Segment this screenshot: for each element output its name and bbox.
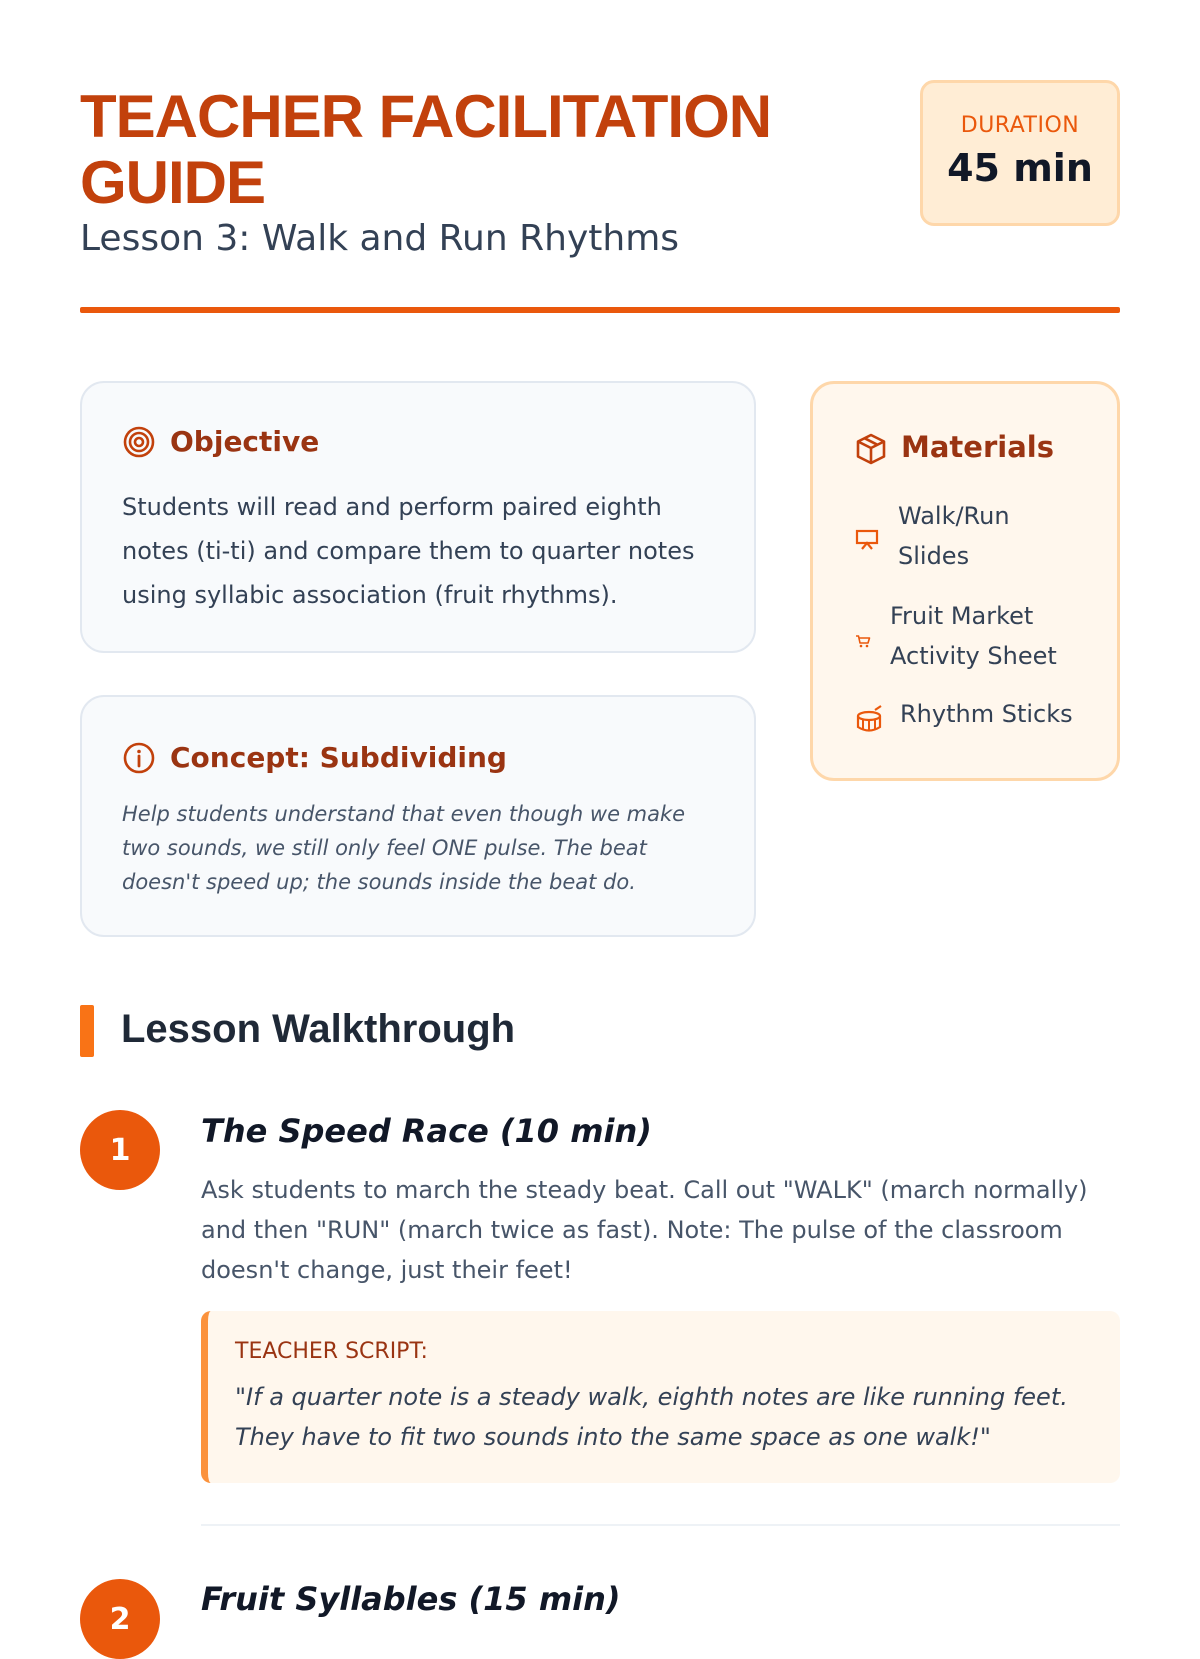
package-icon <box>855 432 887 470</box>
presentation-icon <box>855 529 879 555</box>
step-body: Ask students to march the steady beat. Call out "WALK" (march normally) and then "RUN" (march twice as fast). Note: The pulse of the classroom doesn't change, just their feet! <box>201 1176 1088 1284</box>
section-title: Lesson Walkthrough <box>121 1007 516 1051</box>
step-title: Fruit Syllables (15 min) <box>201 1580 621 1618</box>
page-header <box>80 80 1120 310</box>
header-divider <box>80 307 1120 313</box>
materials-item-rhythm-sticks: Rhythm Sticks <box>900 700 1073 728</box>
duration-badge <box>920 80 1120 226</box>
lesson-subtitle: Lesson 3: Walk and Run Rhythms <box>80 218 680 259</box>
info-icon <box>122 741 156 775</box>
materials-title: Materials <box>901 430 1054 464</box>
objective-card <box>80 381 756 653</box>
duration-value: 45 min <box>947 146 1093 190</box>
teacher-script-text: "If a quarter note is a steady walk, eighth notes are like running feet. They have to fit two sounds into the same space as one walk!" <box>235 1383 1068 1451</box>
step-divider <box>201 1524 1120 1526</box>
step-number-badge: 2 <box>80 1579 160 1659</box>
concept-title: Concept: Subdividing <box>170 741 507 774</box>
materials-item-slides: Walk/Run Slides <box>898 502 1010 570</box>
concept-text: Help students understand that even though we make two sounds, we still only feel ONE pulse. The beat doesn't speed up; the sounds inside the beat do. <box>122 802 686 894</box>
objective-text: Students will read and perform paired eighth notes (ti-ti) and compare them to quarter notes using syllabic association (fruit rhythms). <box>122 493 695 609</box>
concept-card <box>80 695 756 937</box>
step-number-badge: 1 <box>80 1110 160 1190</box>
page-title: TEACHER FACILITATION GUIDE <box>80 83 772 216</box>
teacher-script-label: TEACHER SCRIPT: <box>235 1339 428 1364</box>
cart-icon <box>855 633 871 652</box>
target-icon <box>122 425 156 459</box>
materials-card <box>810 381 1120 781</box>
section-accent-bar <box>80 1005 94 1057</box>
teacher-script-box <box>201 1311 1120 1483</box>
step-title: The Speed Race (10 min) <box>201 1112 652 1150</box>
drum-icon <box>855 708 883 738</box>
duration-label: DURATION <box>960 113 1080 138</box>
materials-item-activity-sheet: Fruit Market Activity Sheet <box>890 602 1057 670</box>
objective-title: Objective <box>170 425 320 458</box>
